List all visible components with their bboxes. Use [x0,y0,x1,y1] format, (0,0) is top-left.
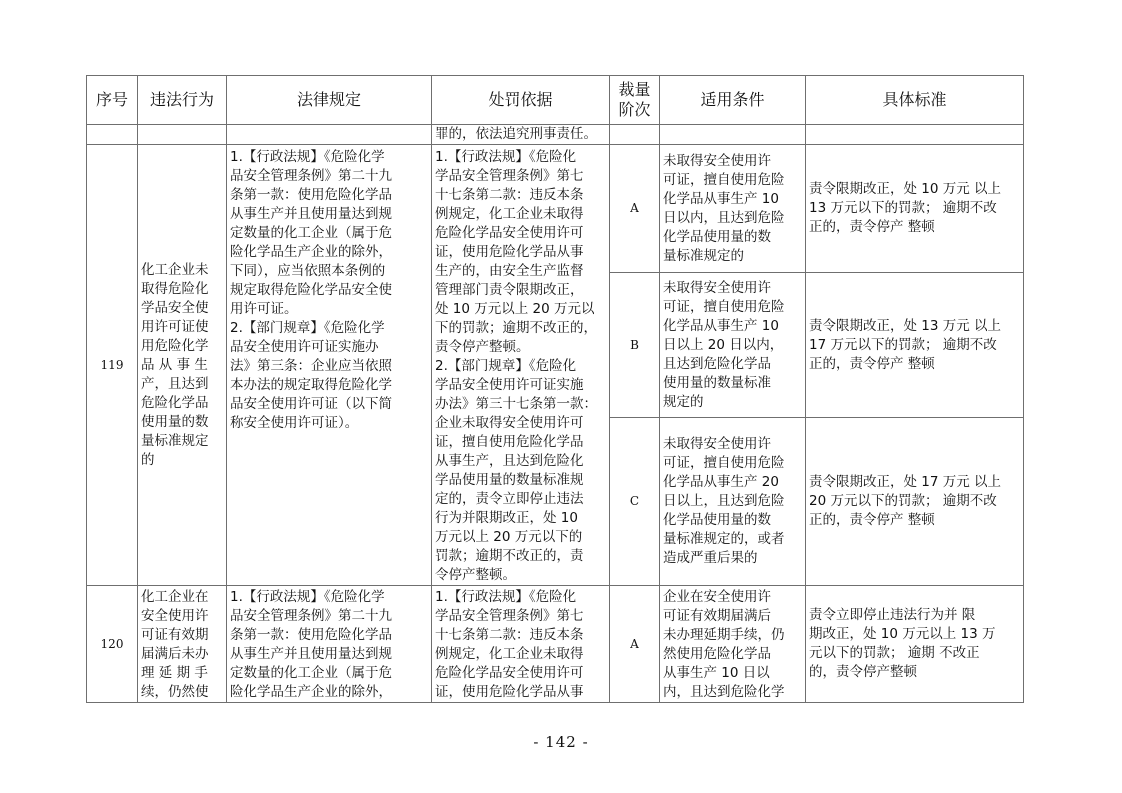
header-penalty-basis: 处罚依据 [432,76,610,125]
discretion-level-a: A [610,586,660,703]
continuation-basis-text: 罪的，依法追究刑事责任。 [432,125,610,145]
applicable-condition-a: 未取得安全使用许 可证，擅自使用危险 化学品从事生产 10 日以内，且达到危险 化学品使用量的数 量标准规定的 [660,145,806,273]
applicable-condition-b: 未取得安全使用许 可证，擅自使用危险 化学品从事生产 10 日以上 20 日以内， 且达到危险化学品 使用量的数量标准 规定的 [660,273,806,418]
header-applicable-condition: 适用条件 [660,76,806,125]
header-legal-provision: 法律规定 [227,76,432,125]
discretion-level-a: A [610,145,660,273]
row-penalty-basis: 1.【行政法规】《危险化 学品安全管理条例》第七 十七条第二款：违反本条 例规定，化工企业未取得 危险化学品安全使用许可 证，使用危险化学品从事 [432,586,610,703]
page-number: - 142 - [533,733,589,751]
row-legal-provision: 1.【行政法规】《危险化学 品安全管理条例》第二十九 条第一款：使用危险化学品 从事生产并且使用量达到规 定数量的化工企业（属于危 险化学品生产企业的除外， 下同），应当依照本条例的 规定取得危险化学品安全使 用许可证。 2.【部门规章】《危险化学 品安全使用许可证实施办 法》第三条：企业应当依照 本办法的规定取得危险化学 品安全使用许可证（以下简 称安全使用许可证）。 [227,145,432,586]
header-violation: 违法行为 [138,76,227,125]
continuation-row [87,125,1024,145]
penalty-table [86,75,1024,703]
discretion-level-b: B [610,273,660,418]
table-row [87,586,1024,703]
continuation-empty [227,125,432,145]
row-serial-number: 119 [87,145,138,586]
continuation-empty [87,125,138,145]
applicable-condition-c: 未取得安全使用许 可证，擅自使用危险 化学品从事生产 20 日以上，且达到危险 化学品使用量的数 量标准规定的，或者 造成严重后果的 [660,418,806,586]
continuation-empty [660,125,806,145]
specific-standard-c: 责令限期改正，处 17 万元 以上 20 万元以下的罚款； 逾期不改 正的，责令停产 整顿 [806,418,1024,586]
header-row [87,76,1024,125]
continuation-empty [138,125,227,145]
row-serial-number: 120 [87,586,138,703]
specific-standard-a: 责令限期改正，处 10 万元 以上 13 万元以下的罚款； 逾期不改 正的，责令停产 整顿 [806,145,1024,273]
continuation-empty [806,125,1024,145]
specific-standard-a: 责令立即停止违法行为并 限 期改正，处 10 万元以上 13 万 元以下的罚款； 逾期 不改正 的，责令停产整顿 [806,586,1024,703]
header-specific-standard: 具体标准 [806,76,1024,125]
row-violation: 化工企业未 取得危险化 学品安全使 用许可证使 用危险化学 品 从 事 生 产，且达到 危险化学品 使用量的数 量标准规定 的 [138,145,227,586]
header-discretion-level: 裁量 阶次 [610,76,660,125]
row-violation: 化工企业在 安全使用许 可证有效期 届满后未办 理 延 期 手 续，仍然使 [138,586,227,703]
table-row [87,145,1024,273]
discretion-level-c: C [610,418,660,586]
header-serial: 序号 [87,76,138,125]
row-penalty-basis: 1.【行政法规】《危险化 学品安全管理条例》第七 十七条第二款：违反本条 例规定，化工企业未取得 危险化学品安全使用许可 证，使用危险化学品从事 生产的，由安全生产监督 管理部门责令限期改正， 处 10 万元以上 20 万元以 下的罚款；逾期不改正的， 责令停产整顿。 2.【部门规章】《危险化 学品安全使用许可证实施 办法》第三十七条第一款： 企业未取得安全使用许可 证，擅自使用危险化学品 从事生产，且达到危险化 学品使用量的数量标准规 定的，责令立即停止违法 行为并限期改正，处 10 万元以上 20 万元以下的 罚款；逾期不改正的，责 令停产整顿。 [432,145,610,586]
continuation-empty [610,125,660,145]
specific-standard-b: 责令限期改正，处 13 万元 以上 17 万元以下的罚款； 逾期不改 正的，责令停产 整顿 [806,273,1024,418]
row-legal-provision: 1.【行政法规】《危险化学 品安全管理条例》第二十九 条第一款：使用危险化学品 从事生产并且使用量达到规 定数量的化工企业（属于危 险化学品生产企业的除外， [227,586,432,703]
applicable-condition-a: 企业在安全使用许 可证有效期届满后 未办理延期手续，仍 然使用危险化学品 从事生产 10 日以 内，且达到危险化学 [660,586,806,703]
